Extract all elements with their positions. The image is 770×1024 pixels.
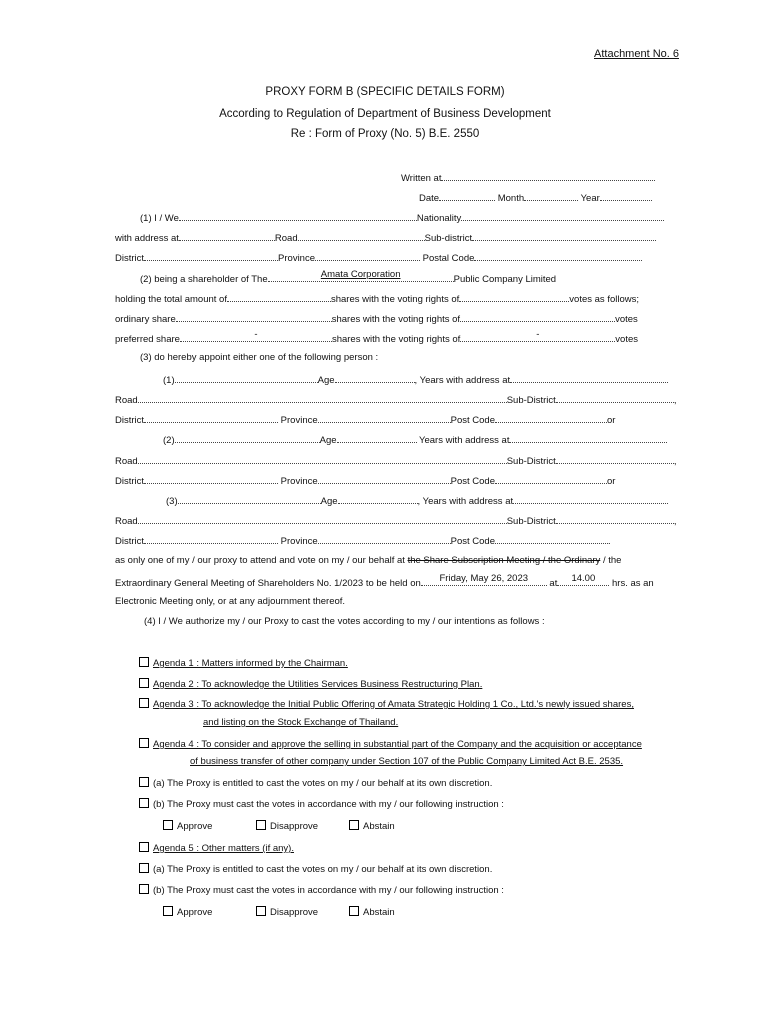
road-field[interactable] (298, 231, 425, 241)
at-label: at (549, 578, 558, 589)
agenda-5-approve (163, 906, 212, 919)
agenda-4-label: Agenda 4 : To consider and approve the selling in substantial part of the Company and the acquisition or acceptance (153, 739, 642, 750)
sub-district-field[interactable] (472, 231, 656, 241)
form-title: PROXY FORM B (SPECIFIC DETAILS FORM) (265, 86, 505, 98)
postal-code-field[interactable] (474, 251, 642, 261)
person-3-sub-district-field[interactable] (556, 514, 674, 524)
votes-label: votes (615, 314, 638, 325)
month-label: Month (497, 193, 525, 204)
sub-district-label: Sub-District (506, 516, 556, 527)
person-2-post-code-field[interactable] (495, 474, 607, 484)
person-2-row (163, 433, 667, 447)
agenda-4-disapprove (256, 820, 318, 833)
preferred-shares-dash: - (254, 329, 258, 340)
agenda-2-checkbox[interactable] (139, 678, 149, 688)
disapprove-label: Disapprove (270, 907, 319, 918)
attend-row (115, 555, 621, 567)
person-1-address-field[interactable] (510, 373, 668, 383)
age-label: Age (319, 435, 337, 446)
meeting-date: Friday, May 26, 2023 (439, 573, 529, 584)
agenda-5-checkbox[interactable] (139, 842, 149, 852)
ordinary-shares-field[interactable] (176, 312, 332, 322)
agenda-5-row (139, 842, 294, 855)
agenda-5-option-a-checkbox[interactable] (139, 863, 149, 873)
road-label: Road (274, 233, 298, 244)
agenda-3-label-cont: and listing on the Stock Exchange of Thailand. (203, 717, 399, 728)
agenda-2-label: Agenda 2 : To acknowledge the Utilities Services Business Restructuring Plan. (153, 679, 483, 690)
option-b-label: (b) The Proxy must cast the votes in accordance with my / our following instruction : (153, 885, 504, 896)
option-b-label: (b) The Proxy must cast the votes in accordance with my / our following instruction : (153, 799, 504, 810)
person-1-name-field[interactable] (175, 373, 318, 383)
shareholder-row (140, 269, 557, 286)
province-label: Province (280, 415, 318, 426)
person-1-sub-district-field[interactable] (556, 393, 674, 403)
with-address-label: with address at (115, 233, 179, 244)
nationality-label: Nationality (416, 213, 462, 224)
person-1-district-row (115, 413, 615, 427)
meeting-date-field (421, 573, 547, 586)
agenda-5-disapprove-checkbox[interactable] (256, 906, 266, 916)
agenda-2-row (139, 678, 482, 691)
egm-text: Extraordinary General Meeting of Shareholders No. 1/2023 to be held on (115, 578, 421, 589)
agenda-3-checkbox[interactable] (139, 698, 149, 708)
province-field[interactable] (315, 251, 420, 261)
agenda-5-disapprove (256, 906, 318, 919)
address-row-1 (115, 231, 656, 245)
age-label: Age (320, 496, 338, 507)
struck-meeting-text: the Share Subscription Meeting / the Ordinary (407, 555, 601, 566)
ordinary-votes-field[interactable] (460, 312, 615, 322)
person-3-district-field[interactable] (144, 534, 278, 544)
agenda-4-label-cont: of business transfer of other company under Section 107 of the Public Company Limited Act B.E. 2535. (190, 756, 624, 767)
holding-row (115, 292, 639, 306)
total-shares-field[interactable] (227, 292, 331, 302)
attend-text-end: / the (602, 555, 622, 566)
person-3-road-field[interactable] (138, 514, 507, 524)
written-at-field[interactable] (441, 171, 655, 181)
form-subtitle: According to Regulation of Department of Business Development (219, 108, 551, 120)
hrs-label: hrs. as an (612, 578, 654, 589)
preferred-shares-field[interactable] (180, 329, 332, 342)
preferred-share-label: preferred share (115, 334, 180, 345)
year-label: Year (580, 193, 600, 204)
public-company-label: Public Company Limited (453, 274, 557, 285)
agenda-3-row (139, 698, 634, 711)
authorize-label: (4) I / We authorize my / our Proxy to cast the votes according to my / our intentions as follows : (144, 616, 545, 627)
district-label: District (115, 536, 145, 547)
approve-label: Approve (177, 821, 213, 832)
agenda-4-row (139, 738, 642, 751)
person-3-province-field[interactable] (318, 534, 451, 544)
person-1-road-field[interactable] (138, 393, 507, 403)
person-1-road-row (115, 393, 676, 407)
person-3-age-field[interactable] (338, 494, 418, 504)
age-label: Age (317, 375, 335, 386)
option-a-label: (a) The Proxy is entitled to cast the votes on my / our behalf at its own discretion. (153, 778, 493, 789)
person-1-age-field[interactable] (335, 373, 415, 383)
name-field[interactable] (179, 211, 417, 221)
person-2-number: (2) (163, 435, 175, 446)
shares-voting-label: shares with the voting rights of (330, 294, 460, 305)
shares-voting-label: shares with the voting rights of (331, 334, 461, 345)
agenda-5-abstain (349, 906, 395, 919)
district-field[interactable] (144, 251, 278, 261)
agenda-5-abstain-checkbox[interactable] (349, 906, 359, 916)
person-2-age-field[interactable] (337, 433, 417, 443)
agenda-4-option-a (139, 777, 492, 790)
agenda-5-option-a (139, 863, 492, 876)
votes-as-follows-label: votes as follows; (569, 294, 639, 305)
district-label: District (115, 415, 145, 426)
person-2-road-field[interactable] (138, 454, 507, 464)
agenda-1-label: Agenda 1 : Matters informed by the Chairman. (153, 658, 348, 669)
person-1-post-code-field[interactable] (495, 413, 607, 423)
abstain-label: Abstain (363, 821, 395, 832)
person-2-address-field[interactable] (509, 433, 667, 443)
years-address-label: , Years with address at (414, 375, 511, 386)
or-label: or (607, 415, 616, 426)
person-3-number: (3) (166, 496, 178, 507)
person-2-district-field[interactable] (144, 474, 278, 484)
disapprove-label: Disapprove (270, 821, 319, 832)
agenda-5-option-b (139, 884, 504, 897)
holding-label: holding the total amount of (115, 294, 227, 305)
agenda-5-label: Agenda 5 : Other matters (if any). (153, 843, 294, 854)
agenda-4-disapprove-checkbox[interactable] (256, 820, 266, 830)
ordinary-row (115, 312, 638, 326)
preferred-row (115, 329, 638, 346)
post-code-label: Post Code (450, 415, 496, 426)
postal-code-label: Postal Code (422, 253, 475, 264)
address-row-2 (115, 251, 642, 265)
comma: , (673, 456, 677, 467)
province-label: Province (278, 253, 315, 264)
agenda-4-option-a-checkbox[interactable] (139, 777, 149, 787)
post-code-label: Post Code (450, 536, 496, 547)
agenda-4-abstain-checkbox[interactable] (349, 820, 359, 830)
written-at-label: Written at (401, 173, 442, 184)
person-1-row (163, 373, 668, 387)
date-field[interactable] (439, 191, 495, 201)
shareholder-label: (2) being a shareholder of The (140, 274, 268, 285)
sub-district-label: Sub-District (506, 456, 556, 467)
approve-label: Approve (177, 907, 213, 918)
years-address-label: , Years with address at (417, 496, 514, 507)
person-1-province-field[interactable] (318, 413, 451, 423)
person-2-name-field[interactable] (175, 433, 320, 443)
person-3-post-code-field[interactable] (495, 534, 608, 544)
i-we-label: (1) I / We (140, 213, 179, 224)
preferred-votes-field[interactable] (460, 329, 615, 342)
nationality-field[interactable] (461, 211, 664, 221)
agenda-5-option-b-checkbox[interactable] (139, 884, 149, 894)
person-3-address-field[interactable] (513, 494, 668, 504)
written-at-row (401, 171, 655, 185)
attachment-label: Attachment No. 6 (594, 48, 679, 60)
province-label: Province (280, 476, 318, 487)
total-votes-field[interactable] (459, 292, 569, 302)
month-field[interactable] (524, 191, 578, 201)
person-2-sub-district-field[interactable] (556, 454, 674, 464)
person-2-province-field[interactable] (318, 474, 451, 484)
i-we-row (140, 211, 664, 225)
person-3-name-field[interactable] (178, 494, 321, 504)
abstain-label: Abstain (363, 907, 395, 918)
ordinary-share-label: ordinary share (115, 314, 176, 325)
person-1-district-field[interactable] (144, 413, 278, 423)
option-a-label: (a) The Proxy is entitled to cast the votes on my / our behalf at its own discretion. (153, 864, 493, 875)
votes-label: votes (615, 334, 638, 345)
year-field[interactable] (600, 191, 652, 201)
agenda-4-option-b-checkbox[interactable] (139, 798, 149, 808)
company-name: Amata Corporation (320, 269, 401, 280)
person-2-road-row (115, 454, 676, 468)
sub-district-label: Sub-district (424, 233, 473, 244)
person-1-number: (1) (163, 375, 175, 386)
form-reference: Re : Form of Proxy (No. 5) B.E. 2550 (290, 128, 480, 140)
meeting-time: 14.00 (571, 573, 596, 584)
district-label: District (115, 476, 145, 487)
meeting-time-field (557, 573, 609, 586)
road-label: Road (115, 395, 138, 406)
egm-row (115, 573, 654, 590)
appoint-label: (3) do hereby appoint either one of the following person : (140, 352, 379, 363)
person-2-district-row (115, 474, 615, 488)
person-3-row (166, 494, 668, 508)
district-label: District (115, 253, 145, 264)
road-label: Road (115, 516, 138, 527)
preferred-votes-dash: - (536, 329, 540, 340)
road-label: Road (115, 456, 138, 467)
agenda-1-checkbox[interactable] (139, 657, 149, 667)
comma: , (673, 395, 677, 406)
agenda-3-label: Agenda 3 : To acknowledge the Initial Public Offering of Amata Strategic Holding 1 Co., Ltd.'s newly issued shares, (153, 699, 634, 710)
agenda-5-approve-checkbox[interactable] (163, 906, 173, 916)
shares-voting-label: shares with the voting rights of (331, 314, 461, 325)
sub-district-label: Sub-District (506, 395, 556, 406)
date-row (419, 191, 652, 205)
province-label: Province (280, 536, 318, 547)
person-3-district-row (115, 534, 611, 548)
or-label: or (607, 476, 616, 487)
electronic-meeting-text: Electronic Meeting only, or at any adjournment thereof. (115, 596, 346, 607)
company-field[interactable] (268, 269, 454, 282)
address-field[interactable] (179, 231, 275, 241)
agenda-4-option-b (139, 798, 504, 811)
years-address-label: Years with address at (419, 435, 510, 446)
agenda-4-abstain (349, 820, 395, 833)
attend-text: as only one of my / our proxy to attend and vote on my / our behalf at (115, 555, 405, 566)
post-code-label: Post Code (450, 476, 496, 487)
agenda-4-checkbox[interactable] (139, 738, 149, 748)
comma: , (673, 516, 677, 527)
agenda-4-approve-checkbox[interactable] (163, 820, 173, 830)
agenda-1-row (139, 657, 348, 670)
date-label: Date (419, 193, 440, 204)
period: . (608, 536, 611, 547)
person-3-road-row (115, 514, 676, 528)
agenda-4-vote-row (163, 820, 212, 833)
